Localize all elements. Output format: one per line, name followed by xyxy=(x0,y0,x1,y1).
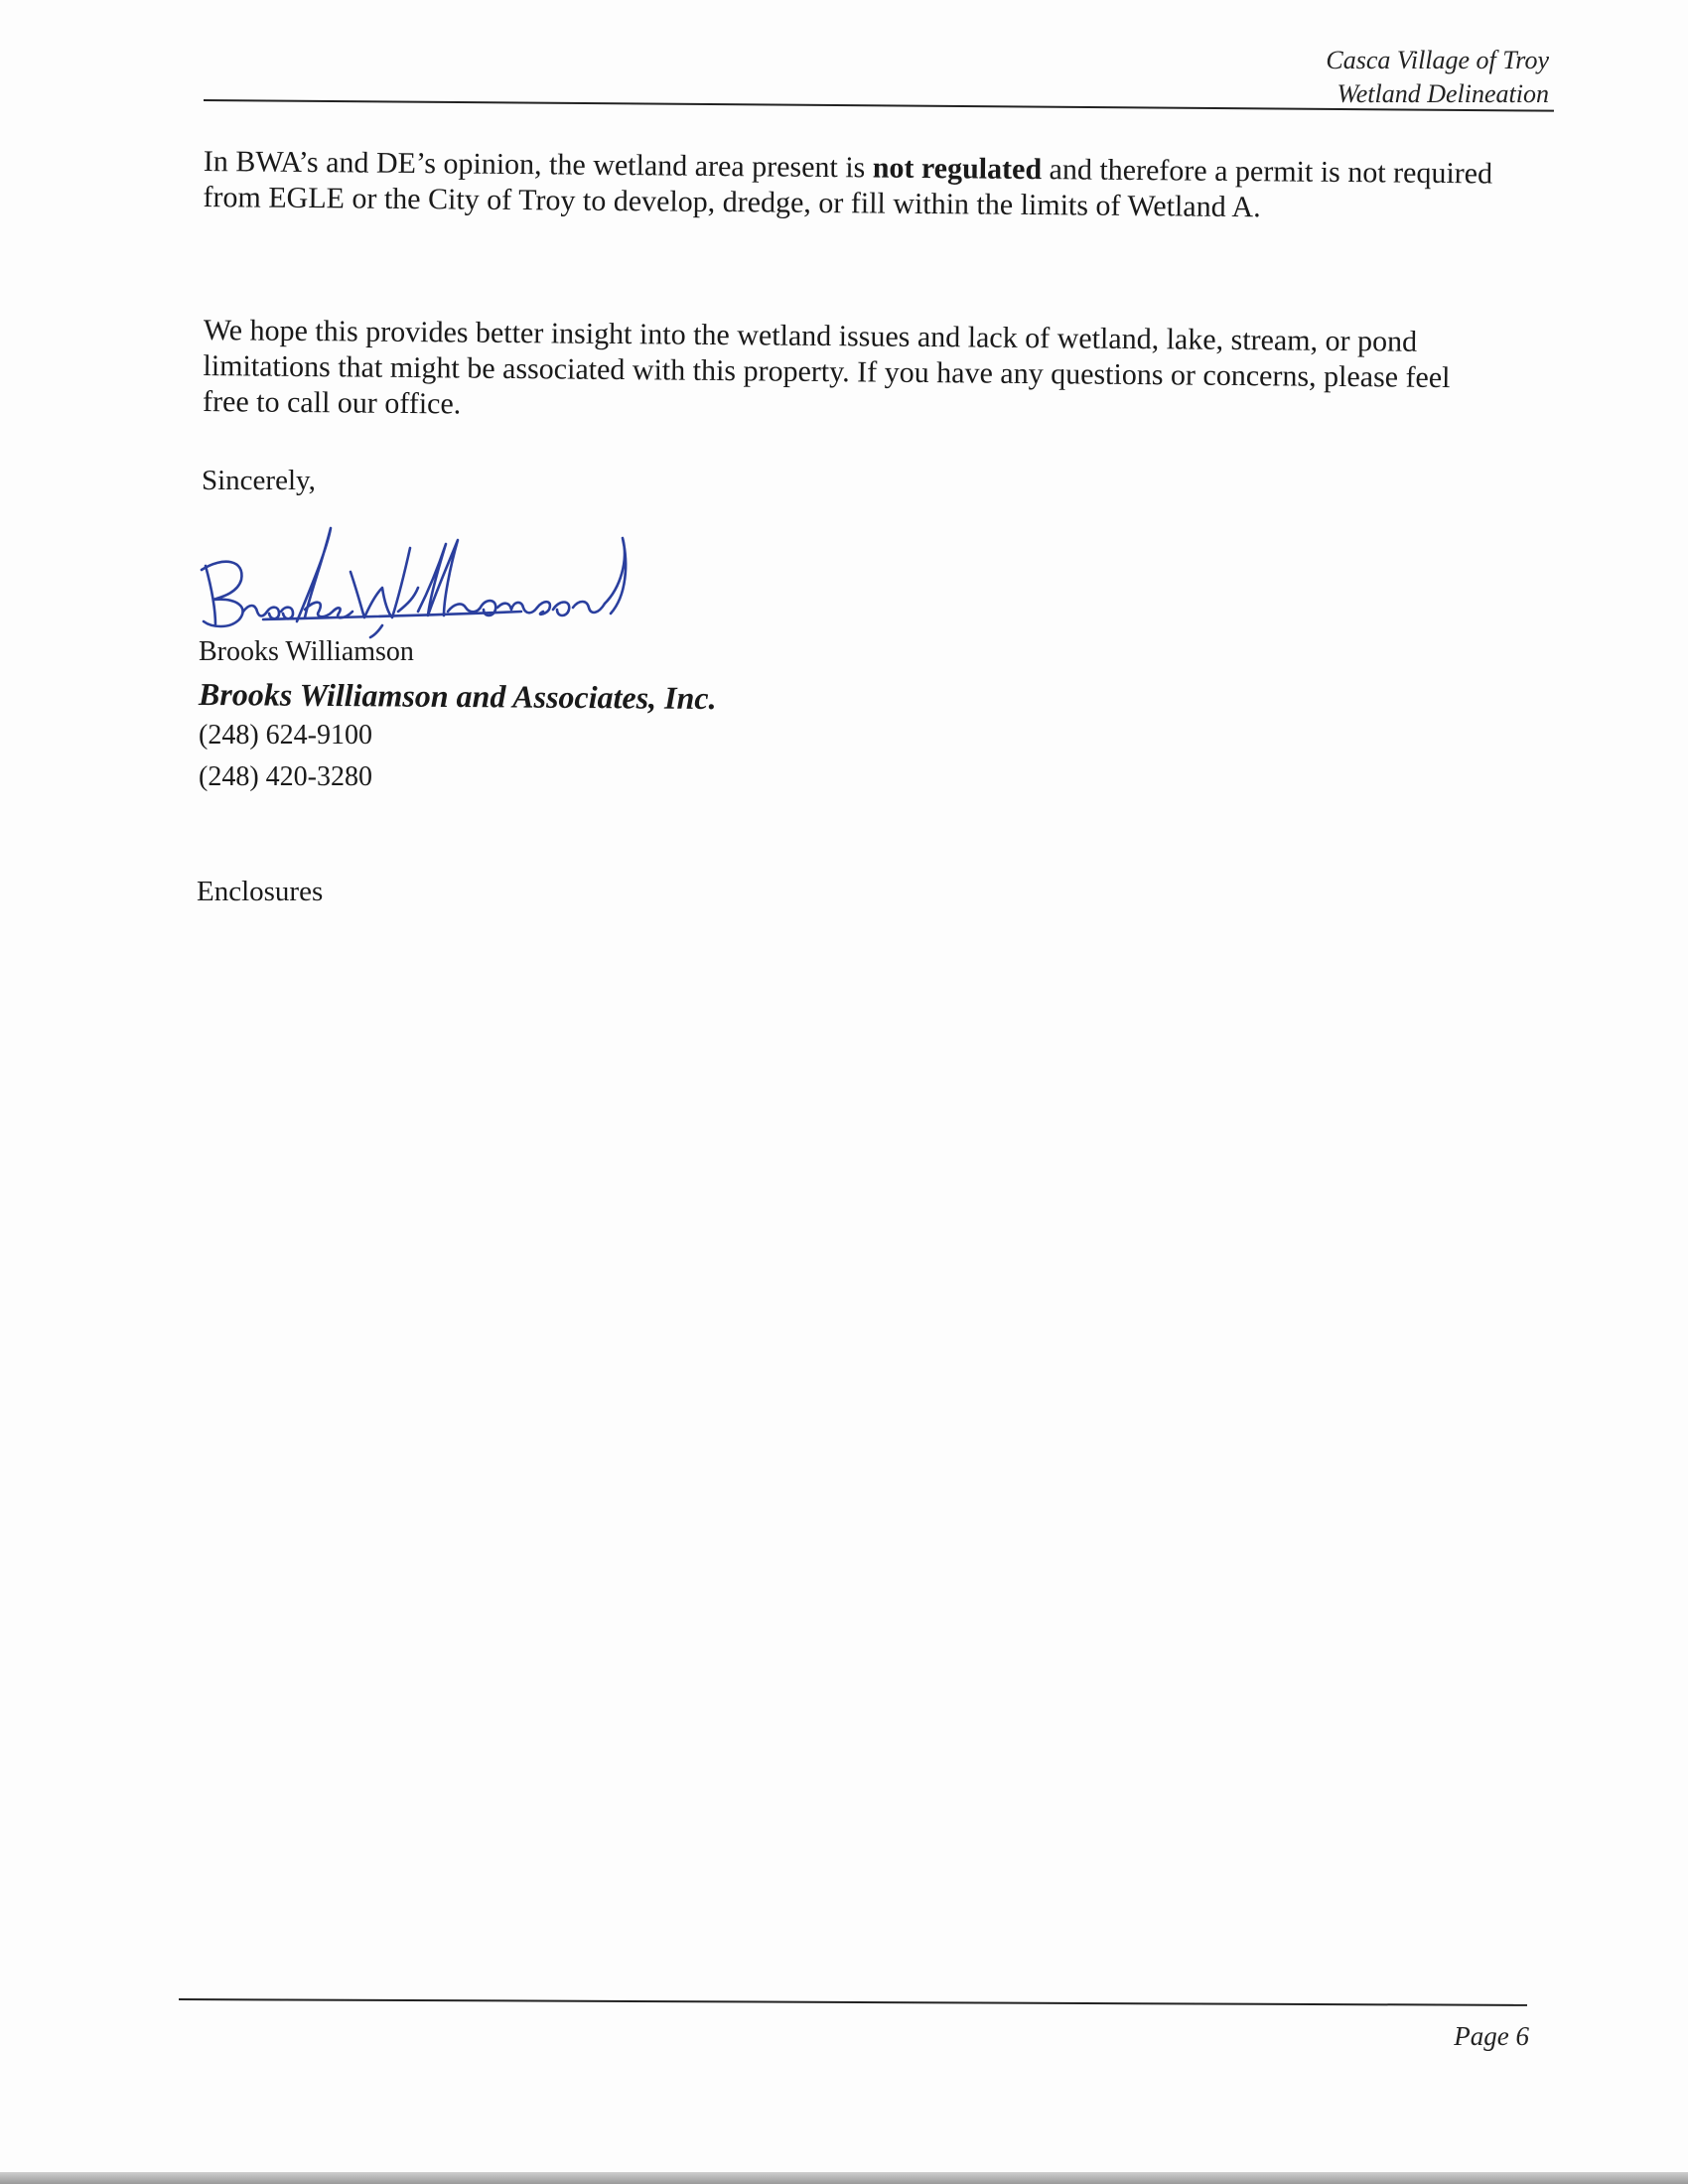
page-number: Page 6 xyxy=(1454,2021,1529,2051)
header-document-type: Wetland Delineation xyxy=(1336,79,1549,108)
paragraph-text: and therefore a permit is not required from EGLE or the City of Troy to develop, dredge, or fill within the limits of Wetland A. xyxy=(203,153,1493,224)
signer-name: Brooks Williamson xyxy=(199,636,414,667)
footer-rule xyxy=(179,1998,1527,2006)
handwritten-signature xyxy=(194,508,660,642)
paragraph-closing-remarks xyxy=(203,313,1499,433)
enclosures-note: Enclosures xyxy=(197,876,324,907)
paragraph-text: We hope this provides better insight into the wetland issues and lack of wetland, lake, stream, or pond limitations that might be associated with this property. If you have any questions or concerns, please feel free to call our office. xyxy=(202,313,1451,421)
company-name: Brooks Williamson and Associates, Inc. xyxy=(198,676,717,717)
scan-edge-shadow xyxy=(0,2172,1688,2184)
closing-salutation: Sincerely, xyxy=(202,465,316,496)
phone-number: (248) 420-3280 xyxy=(199,761,372,792)
header-project-name: Casca Village of Troy xyxy=(1326,46,1549,74)
phone-number: (248) 624-9100 xyxy=(199,720,372,751)
paragraph-text: In BWA’s and DE’s opinion, the wetland area present is xyxy=(203,144,873,185)
paragraph-regulation-opinion xyxy=(203,144,1499,228)
emphasis-not-regulated: not regulated xyxy=(872,151,1043,187)
signature-block xyxy=(199,631,717,798)
page-header xyxy=(1326,44,1549,111)
